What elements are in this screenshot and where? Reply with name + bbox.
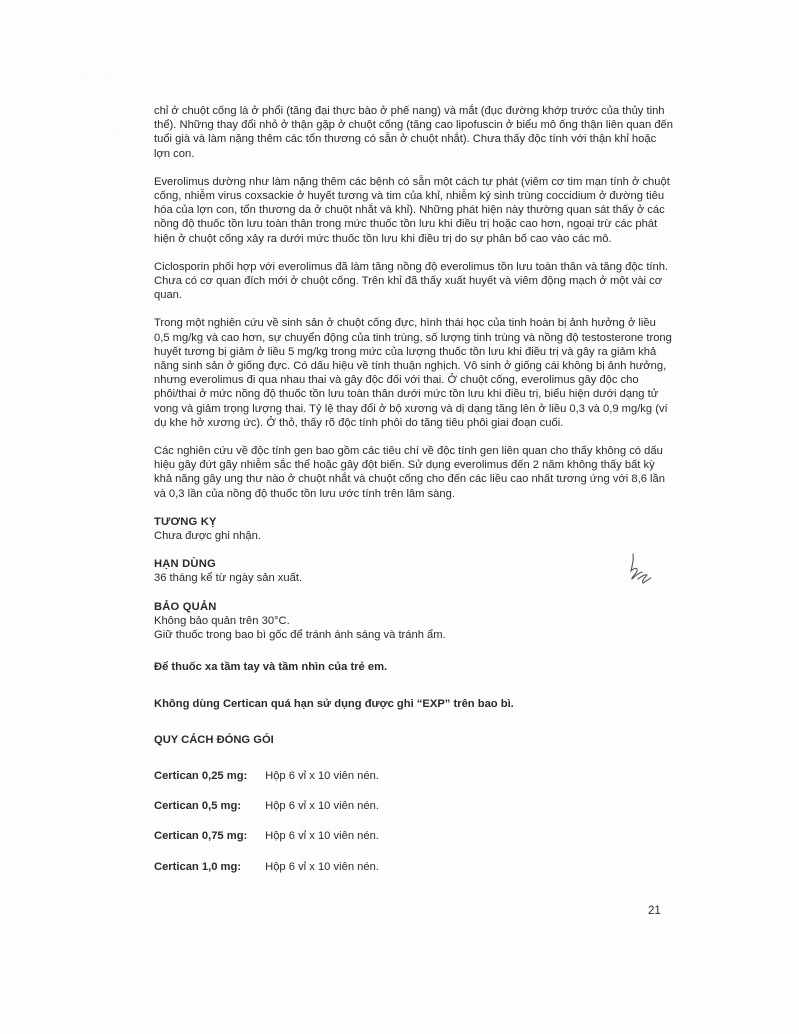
packaging-item-name: Certican 1,0 mg: bbox=[154, 860, 242, 873]
section-storage bbox=[154, 600, 674, 643]
packaging-item-desc: Hộp 6 vỉ x 10 viên nén. bbox=[265, 860, 379, 873]
heading-interactions: TƯƠNG KỴ bbox=[154, 515, 217, 528]
packaging-item bbox=[154, 829, 674, 843]
packaging-item-name: Certican 0,75 mg: bbox=[154, 830, 248, 843]
shelf-life-text: 36 tháng kể từ ngày sản xuất. bbox=[154, 572, 303, 585]
paragraph-ciclosporin: Ciclosporin phối hợp với everolimus đã làm tăng nồng độ everolimus tồn lưu toàn thân và tăng độc tính. Chưa có cơ quan đích mới ở chuột cống. Trên khỉ đã thấy xuất huyết và viêm động mạch ở một vài cơ quan. bbox=[154, 260, 669, 302]
document-body bbox=[154, 104, 674, 890]
scan-margin-mark: · bbox=[108, 74, 110, 80]
heading-shelf-life: HẠN DÙNG bbox=[154, 558, 216, 571]
packaging-item bbox=[154, 860, 674, 874]
warning-expiry: Không dùng Certican quá hạn sử dụng được ghi “EXP” trên bao bì. bbox=[154, 697, 514, 710]
scan-margin-mark: · bbox=[118, 130, 120, 136]
packaging-item-desc: Hộp 6 vỉ x 10 viên nén. bbox=[265, 800, 379, 813]
packaging-item-desc: Hộp 6 vỉ x 10 viên nén. bbox=[265, 830, 379, 843]
paragraph-toxicity-organs: chỉ ở chuột cống là ở phổi (tăng đại thực bào ở phế nang) và mắt (đục đường khớp trước của thủy tinh thể). Những thay đổi nhỏ ở thận gặp ở chuột cống (tăng cao lipofuscin ở biểu mô ống thận liên quan đến tuổi già và làm nặng thêm các tổn thương có sẵn ở chuột nhắt). Chưa thấy độc tính với thận khỉ hoặc lợn con. bbox=[154, 105, 673, 160]
packaging-item-name: Certican 0,5 mg: bbox=[154, 800, 242, 813]
heading-packaging: QUY CÁCH ĐÓNG GÓI bbox=[154, 733, 274, 746]
paragraph-genotoxicity: Các nghiên cứu về độc tính gen bao gồm các tiêu chí về độc tính gen liên quan cho thấy không có dấu hiệu gây đứt gãy nhiễm sắc thể hoặc gây đột biến. Sử dụng everolimus đến 2 năm không thấy bất kỳ khả năng gây ung thư nào ở chuột nhắt và chuột cống cho đến các liều cao nhất tương ứng với 8,6 lần và 0,3 lần của nồng độ thuốc tồn lưu ước tính trên lâm sàng. bbox=[154, 445, 665, 500]
section-interactions bbox=[154, 515, 674, 543]
packaging-item bbox=[154, 769, 674, 783]
packaging-item-name: Certican 0,25 mg: bbox=[154, 769, 248, 782]
interactions-text: Chưa được ghi nhận. bbox=[154, 530, 261, 543]
paragraph-reproduction: Trong một nghiên cứu về sinh sản ở chuột cống đực, hình thái học của tinh hoàn bị ảnh hưởng ở liều 0,5 mg/kg và cao hơn, sự chuyển động của tinh trùng, số lượng tinh trùng và nồng độ testosterone trong huyết tương bị giảm ở liều 5 mg/kg trong mức của lượng thuốc tồn lưu khi điều trị và gây ra giảm khả năng sinh sản ở giống đực. Có dấu hiệu về tính thuận nghịch. Vô sinh ở giống cái không bị ảnh hưởng, nhưng everolimus đi qua nhau thai và gây độc đối với thai. Ở chuột cống, everolimus gây độc cho phôi/thai ở mức nồng độ thuốc tồn lưu toàn thân dưới mức tồn lưu khi điều trị, biểu hiện dưới dạng tử vong và giảm trọng lượng thai. Tỷ lệ thay đổi ở bộ xương và dị dạng tăng lên ở liều 0,3 và 0,9 mg/kg (ví dụ khe hở xương ức). Ở thỏ, thấy rõ độc tính phôi do tăng tiêu phôi giai đoạn cuối. bbox=[154, 317, 672, 429]
paragraph-preexisting-diseases: Everolimus dường như làm nặng thêm các bệnh có sẵn một cách tự phát (viêm cơ tim mạn tính ở chuột cống, nhiễm virus coxsackie ở huyết tương và tim của khỉ, nhiễm ký sinh trùng coccidium ở đường tiêu hóa của lợn con, tổn thương da ở chuột nhắt và khỉ). Những phát hiện này thường quan sát thấy ở các nồng độ thuốc tồn lưu toàn thân trong mức thuốc tồn lưu khi điều trị hoặc cao hơn, ngoại trừ các phát hiện ở chuột cống xảy ra dưới mức thuốc tồn lưu khi điều trị do sự phân bố cao vào các mô. bbox=[154, 175, 670, 245]
heading-storage: BẢO QUẢN bbox=[154, 600, 217, 613]
handwritten-signature-icon bbox=[624, 552, 654, 586]
packaging-item bbox=[154, 799, 674, 813]
storage-temperature: Không bảo quản trên 30°C. bbox=[154, 614, 290, 627]
storage-packaging: Giữ thuốc trong bao bì gốc để tránh ánh sáng và tránh ẩm. bbox=[154, 629, 446, 642]
packaging-item-desc: Hộp 6 vỉ x 10 viên nén. bbox=[265, 769, 379, 782]
scan-margin-mark: · bbox=[84, 74, 86, 80]
warning-children: Để thuốc xa tầm tay và tầm nhìn của trẻ em. bbox=[154, 661, 388, 674]
section-shelf-life bbox=[154, 557, 674, 585]
page-number: 21 bbox=[648, 905, 661, 917]
